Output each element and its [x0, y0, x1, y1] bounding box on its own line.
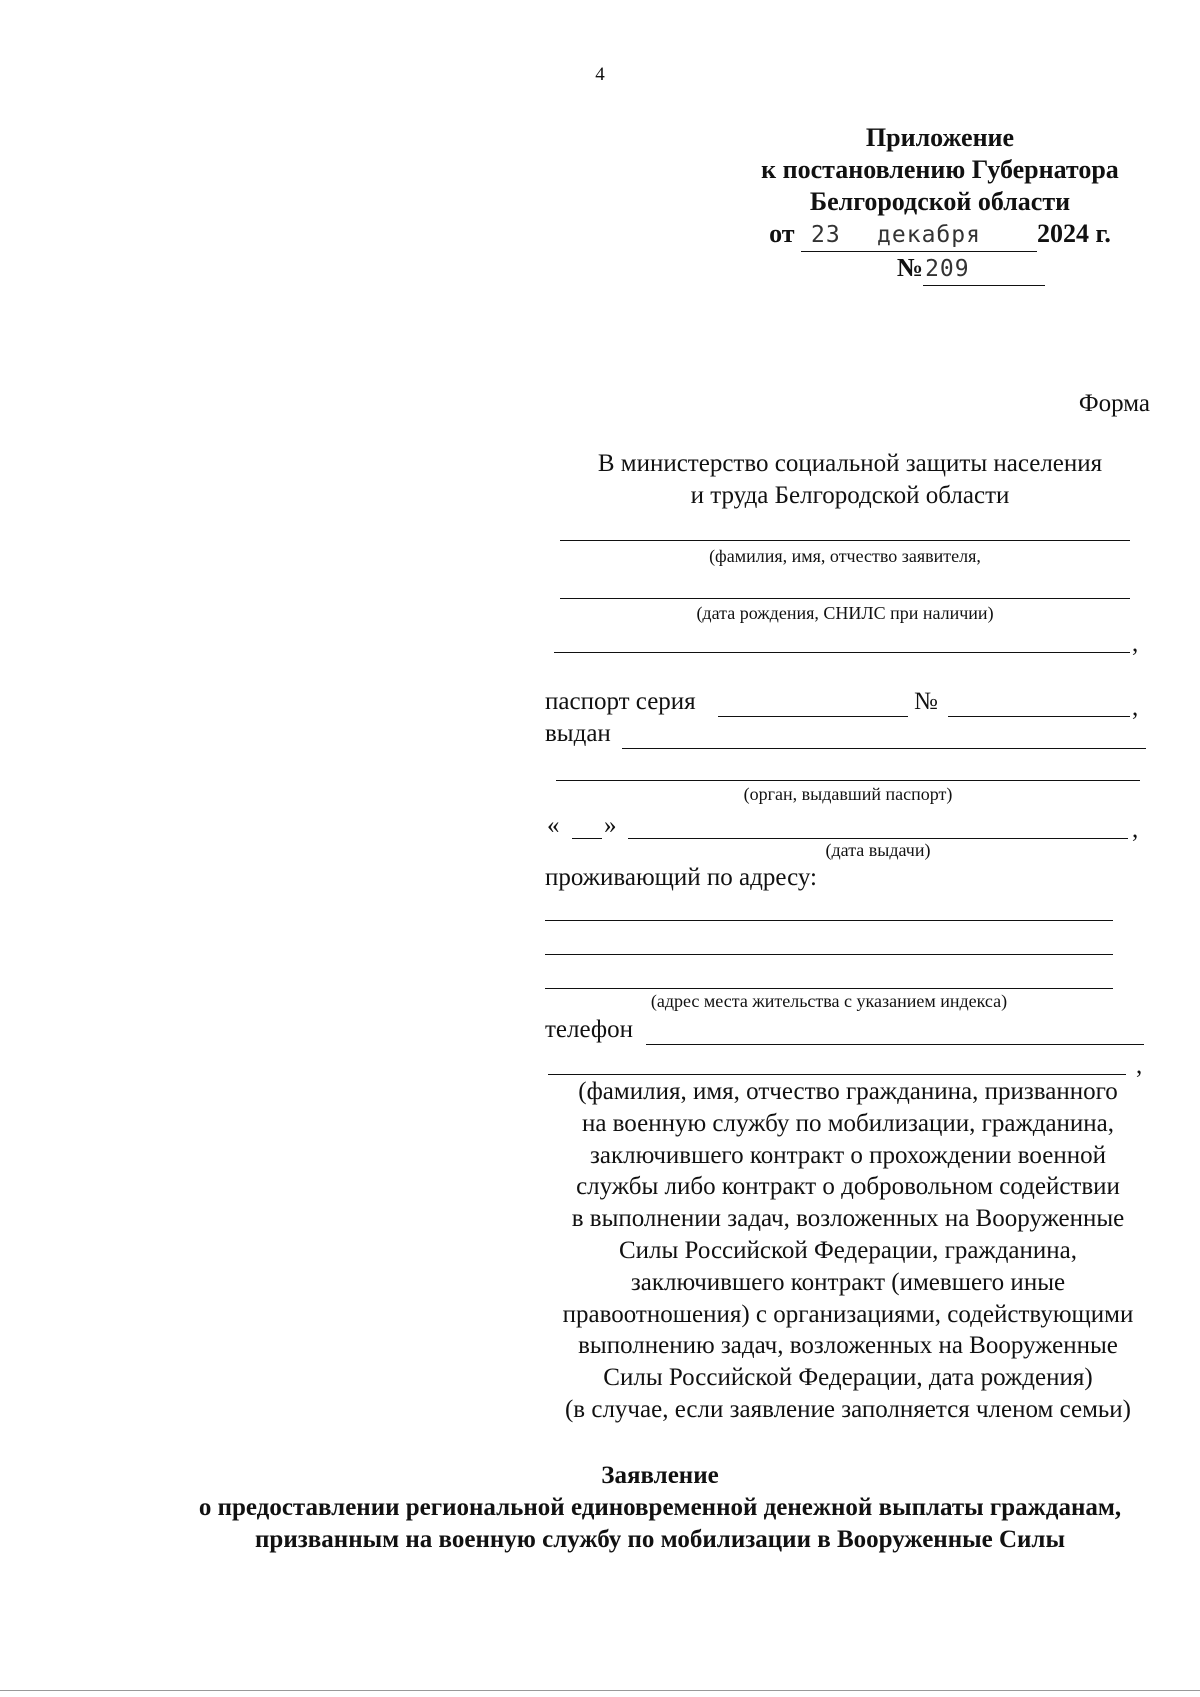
address-label: проживающий по адресу:: [545, 864, 817, 891]
statement-line-1: о предоставлении региональной единовременной денежной выплаты гражданам,: [198, 1494, 1122, 1521]
issue-date-caption: (дата выдачи): [825, 840, 931, 860]
appendix-date-row: [740, 218, 1140, 252]
date-day: 23: [811, 222, 841, 248]
comma: ,: [1136, 1052, 1143, 1079]
issued-label: выдан: [545, 720, 611, 747]
family-note-line: Силы Российской Федерации, дата рождения): [603, 1364, 1093, 1392]
issued-line[interactable]: [622, 748, 1146, 749]
issue-day-line[interactable]: [572, 838, 602, 839]
date-prefix: от: [769, 219, 795, 248]
family-note-line: (в случае, если заявление заполняется членом семьи): [564, 1395, 1131, 1423]
appendix-header: [740, 122, 1140, 286]
quote-close: »: [604, 812, 617, 839]
appendix-title: Приложение: [865, 123, 1015, 152]
comma: ,: [1132, 630, 1139, 657]
date-year: 2024 г.: [1037, 219, 1111, 248]
date-month-field: [863, 218, 1037, 252]
issuer-caption: (орган, выдавший паспорт): [743, 784, 953, 804]
appendix-number-row: [740, 252, 1140, 286]
appendix-line-2: к постановлению Губернатора: [761, 155, 1119, 184]
statement-title: Заявление: [601, 1462, 719, 1489]
recipient-line-2: и труда Белгородской области: [690, 482, 1010, 509]
passport-number-line[interactable]: [948, 716, 1130, 717]
family-note-line: выполнению задач, возложенных на Вооруженные: [578, 1332, 1118, 1360]
issuer-line[interactable]: [556, 780, 1140, 781]
bottom-edge-rule: [0, 1690, 1200, 1691]
number-value: 209: [925, 256, 970, 282]
recipient-line-1: В министерство социальной защиты населения: [597, 450, 1103, 477]
family-note-line: заключившего контракт о прохождении военной: [590, 1141, 1106, 1169]
passport-series-label: паспорт серия: [545, 688, 696, 715]
family-note-line: службы либо контракт о добровольном содействии: [576, 1173, 1120, 1201]
comma: ,: [1132, 816, 1139, 843]
quote-open: «: [547, 812, 560, 839]
family-note-line: в выполнении задач, возложенных на Вооруженные: [571, 1205, 1125, 1233]
address-line-3[interactable]: [545, 988, 1113, 989]
passport-series-line[interactable]: [718, 716, 908, 717]
date-month: декабря: [877, 222, 981, 248]
family-note: [548, 1076, 1148, 1426]
appendix-line-3: Белгородской области: [809, 187, 1071, 216]
family-member-line[interactable]: [548, 1074, 1126, 1075]
family-note-line: Силы Российской Федерации, гражданина,: [618, 1236, 1078, 1264]
birth-snils-caption: (дата рождения, СНИЛС при наличии): [696, 603, 994, 623]
family-note-line: заключившего контракт (имевшего иные: [630, 1268, 1066, 1296]
date-day-field: [801, 218, 863, 252]
form-label: Форма: [1078, 390, 1150, 417]
fio-line[interactable]: [560, 540, 1130, 541]
address-line-1[interactable]: [545, 920, 1113, 921]
phone-line[interactable]: [646, 1044, 1144, 1045]
number-field: [923, 252, 1045, 286]
fio-caption: (фамилия, имя, отчество заявителя,: [709, 546, 981, 566]
birth-snils-line[interactable]: [560, 598, 1130, 599]
address-caption: (адрес места жительства с указанием индекса): [650, 991, 1008, 1011]
issue-date-line[interactable]: [628, 838, 1128, 839]
applicant-extra-line[interactable]: [554, 652, 1130, 653]
statement-line-2: призванным на военную службу по мобилизации в Вооруженные Силы: [255, 1526, 1065, 1553]
number-prefix: №: [896, 253, 924, 282]
statement-heading: [0, 1460, 1200, 1556]
phone-label: телефон: [545, 1016, 633, 1043]
passport-number-label: №: [914, 688, 938, 715]
page-number: 4: [595, 64, 605, 85]
family-note-line: на военную службу по мобилизации, гражданина,: [581, 1109, 1115, 1137]
comma: ,: [1132, 694, 1139, 721]
family-note-line: правоотношения) с организациями, содействующими: [562, 1300, 1134, 1328]
address-line-2[interactable]: [545, 954, 1113, 955]
family-note-line: (фамилия, имя, отчество гражданина, призванного: [578, 1078, 1118, 1105]
recipient-block: [560, 448, 1140, 512]
